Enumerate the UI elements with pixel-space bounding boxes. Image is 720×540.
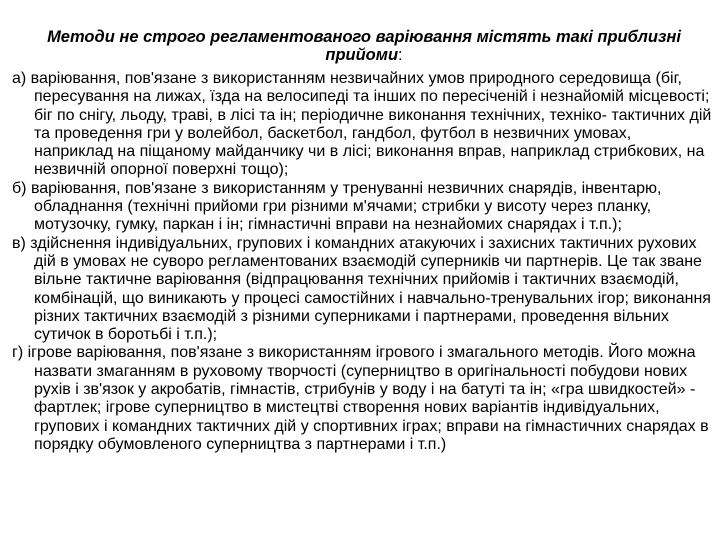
list-item-marker: а) [12,70,31,87]
list-item-text: ігрове варіювання, пов'язане з використанням ігрового і змагального методів. Його можна назвати змаганням в руховому творчості (суперництво в оригінальності побудови нових рухів і зв'язок у акробатів, гімнастів, стрибунів у воду і на батуті та ін; «гра швидкостей» - фартлек; ігрове суперництво в мистецтві створення нових варіантів індивідуальних, групових і командних тактичних дій у спортивних іграх; вправи на гімнастичних снарядах в порядку обумовленого суперництва з партнерами і т.п.) [27,344,709,453]
list-item-text: варіювання, пов'язане з використанням незвичайних умов природного середовища (біг, пересування на лижах, їзда на велосипеді та інших по пересіченій і незнайомій місцевості; біг по снігу, льоду, траві, в лісі та ін; періодичне виконання технічних, техніко- тактичних дій та проведення гри у волейбол, баскетбол, гандбол, футбол в незвичних умовах, наприклад на піщаному майданчику чи в лісі; виконання вправ, наприклад стрибкових, на незвичній опорної поверхні тощо); [30,70,712,179]
title-colon: : [398,46,403,64]
list-item-text: варіювання, пов'язане з використанням у тренуванні незвичних снарядів, інвентарю, обладнання (технічні прийоми гри різними м'ячами; стрибки у висоту через планку, мотузочку, гумку, паркан і ін; гімнастичні вправи на незнайомих снарядах і т.п.); [30,179,662,234]
list-item-c [12,235,714,345]
title-main-text: Методи не строго регламентованого варіювання містять такі приблизні [47,28,681,46]
list-item-marker: б) [12,179,31,197]
list-item-d [12,344,714,454]
title-end-text: прийоми [325,46,399,64]
list-item-b [12,180,714,235]
list-item-a [12,70,714,180]
list-item-marker: в) [12,234,31,252]
list-item-text: здійснення індивідуальних, групових і командних атакуючих і захисних тактичних рухових дій в умовах не суворо регламентованих взаємодій суперників чи партнерів. Це так зване вільне тактичне варіювання (відпрацювання технічних прийомів і тактичних взаємодій, комбінацій, що виникають у процесі самостійних і навчально-тренувальних ігор; виконання різних тактичних взаємодій з різними суперниками і партнерами, проведення вільних сутичок в боротьбі і т.п.); [30,234,711,344]
slide-title [14,28,714,64]
list-item-marker: г) [12,344,28,362]
methods-list [12,70,714,454]
